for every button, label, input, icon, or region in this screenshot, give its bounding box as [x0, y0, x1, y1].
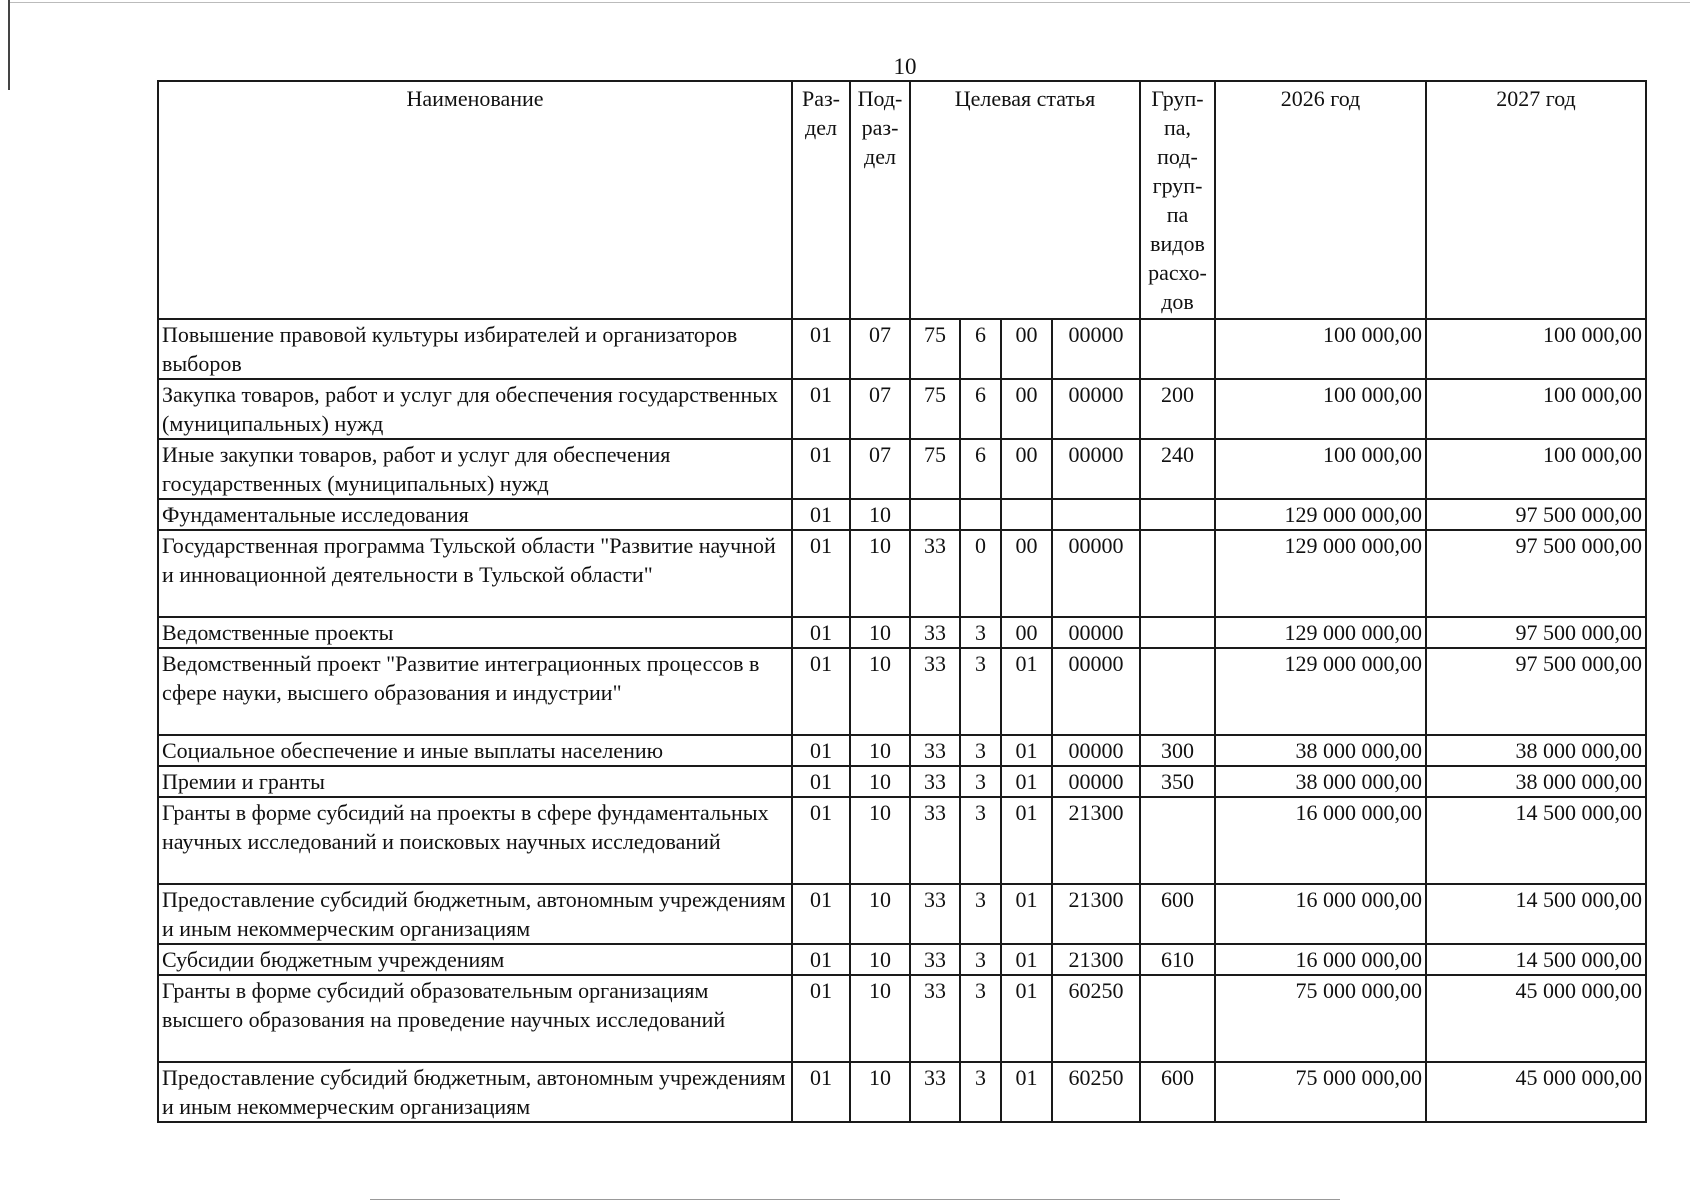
row-tselevaya-3: 00 [1001, 530, 1052, 617]
row-amount-2027: 97 500 000,00 [1426, 530, 1646, 617]
row-name: Государственная программа Тульской области "Развитие научной и инновационной деятельности в Тульской области" [158, 530, 792, 617]
row-name: Предоставление субсидий бюджетным, автономным учреждениям и иным некоммерческим организациям [158, 1062, 792, 1122]
row-amount-2026: 38 000 000,00 [1215, 766, 1426, 797]
row-name: Гранты в форме субсидий на проекты в сфере фундаментальных научных исследований и поисковых научных исследований [158, 797, 792, 884]
row-podrazdel: 10 [850, 766, 910, 797]
row-amount-2027: 100 000,00 [1426, 379, 1646, 439]
row-vid-rashodov [1140, 648, 1215, 735]
row-tselevaya-2: 3 [960, 617, 1001, 648]
table-row [158, 617, 1646, 648]
row-name: Премии и гранты [158, 766, 792, 797]
row-tselevaya-3: 01 [1001, 735, 1052, 766]
row-tselevaya-4: 00000 [1052, 319, 1140, 379]
row-razdel: 01 [792, 617, 850, 648]
row-tselevaya-1: 33 [910, 797, 960, 884]
row-tselevaya-4: 21300 [1052, 884, 1140, 944]
row-tselevaya-2: 6 [960, 439, 1001, 499]
row-vid-rashodov [1140, 530, 1215, 617]
row-amount-2026: 38 000 000,00 [1215, 735, 1426, 766]
header-year-2027: 2027 год [1426, 81, 1646, 319]
row-amount-2026: 129 000 000,00 [1215, 499, 1426, 530]
row-vid-rashodov [1140, 319, 1215, 379]
row-tselevaya-4: 60250 [1052, 975, 1140, 1062]
row-razdel: 01 [792, 797, 850, 884]
table-row [158, 648, 1646, 735]
row-tselevaya-1: 33 [910, 617, 960, 648]
row-podrazdel: 07 [850, 439, 910, 499]
header-name: Наименование [158, 81, 792, 319]
row-tselevaya-1: 33 [910, 944, 960, 975]
row-podrazdel: 10 [850, 944, 910, 975]
table-row [158, 379, 1646, 439]
row-tselevaya-3: 01 [1001, 1062, 1052, 1122]
row-name: Фундаментальные исследования [158, 499, 792, 530]
row-razdel: 01 [792, 530, 850, 617]
row-podrazdel: 10 [850, 735, 910, 766]
table-row [158, 735, 1646, 766]
row-name: Ведомственный проект "Развитие интеграционных процессов в сфере науки, высшего образования и индустрии" [158, 648, 792, 735]
table-row [158, 319, 1646, 379]
row-podrazdel: 10 [850, 499, 910, 530]
row-tselevaya-2: 6 [960, 379, 1001, 439]
page-number: 10 [893, 54, 917, 79]
row-vid-rashodov: 200 [1140, 379, 1215, 439]
row-amount-2026: 100 000,00 [1215, 379, 1426, 439]
row-amount-2026: 75 000 000,00 [1215, 1062, 1426, 1122]
row-razdel: 01 [792, 735, 850, 766]
row-tselevaya-4: 00000 [1052, 617, 1140, 648]
row-vid-rashodov [1140, 617, 1215, 648]
row-amount-2027: 45 000 000,00 [1426, 1062, 1646, 1122]
row-tselevaya-4: 00000 [1052, 735, 1140, 766]
row-tselevaya-2: 6 [960, 319, 1001, 379]
table-row [158, 499, 1646, 530]
row-tselevaya-2: 3 [960, 797, 1001, 884]
row-amount-2027: 38 000 000,00 [1426, 766, 1646, 797]
row-name: Ведомственные проекты [158, 617, 792, 648]
row-amount-2027: 45 000 000,00 [1426, 975, 1646, 1062]
table-row [158, 797, 1646, 884]
row-tselevaya-2: 3 [960, 766, 1001, 797]
row-podrazdel: 10 [850, 884, 910, 944]
row-tselevaya-2: 0 [960, 530, 1001, 617]
row-amount-2027: 14 500 000,00 [1426, 944, 1646, 975]
row-tselevaya-1: 33 [910, 766, 960, 797]
row-amount-2027: 14 500 000,00 [1426, 884, 1646, 944]
row-tselevaya-4: 00000 [1052, 648, 1140, 735]
row-tselevaya-1: 33 [910, 735, 960, 766]
row-tselevaya-3: 01 [1001, 944, 1052, 975]
header-gruppa-vidov-rashodov: Груп- па, под- груп- па видов расхо- дов [1140, 81, 1215, 319]
row-tselevaya-1: 33 [910, 530, 960, 617]
row-vid-rashodov [1140, 975, 1215, 1062]
scan-edge-top [10, 2, 1690, 3]
row-vid-rashodov: 600 [1140, 1062, 1215, 1122]
row-podrazdel: 10 [850, 975, 910, 1062]
row-tselevaya-1 [910, 499, 960, 530]
row-tselevaya-4 [1052, 499, 1140, 530]
row-tselevaya-2: 3 [960, 884, 1001, 944]
row-tselevaya-2: 3 [960, 975, 1001, 1062]
table-row [158, 884, 1646, 944]
row-tselevaya-3: 01 [1001, 975, 1052, 1062]
row-tselevaya-1: 75 [910, 319, 960, 379]
row-podrazdel: 10 [850, 1062, 910, 1122]
table-row [158, 530, 1646, 617]
row-vid-rashodov: 600 [1140, 884, 1215, 944]
row-razdel: 01 [792, 766, 850, 797]
header-year-2026: 2026 год [1215, 81, 1426, 319]
row-name: Иные закупки товаров, работ и услуг для обеспечения государственных (муниципальных) нужд [158, 439, 792, 499]
row-tselevaya-3: 01 [1001, 766, 1052, 797]
row-amount-2027: 100 000,00 [1426, 319, 1646, 379]
row-name: Предоставление субсидий бюджетным, автономным учреждениям и иным некоммерческим организациям [158, 884, 792, 944]
row-tselevaya-1: 33 [910, 1062, 960, 1122]
row-podrazdel: 10 [850, 617, 910, 648]
row-name: Гранты в форме субсидий образовательным организациям высшего образования на проведение научных исследований [158, 975, 792, 1062]
row-tselevaya-2: 3 [960, 648, 1001, 735]
row-vid-rashodov: 350 [1140, 766, 1215, 797]
row-podrazdel: 10 [850, 530, 910, 617]
table-header-row [158, 81, 1646, 319]
row-amount-2026: 129 000 000,00 [1215, 617, 1426, 648]
table-row [158, 766, 1646, 797]
row-name: Социальное обеспечение и иные выплаты населению [158, 735, 792, 766]
scan-edge-left [8, 0, 10, 90]
row-tselevaya-1: 75 [910, 439, 960, 499]
row-tselevaya-3: 01 [1001, 648, 1052, 735]
row-amount-2027: 14 500 000,00 [1426, 797, 1646, 884]
row-amount-2027: 100 000,00 [1426, 439, 1646, 499]
row-vid-rashodov [1140, 797, 1215, 884]
row-amount-2027: 97 500 000,00 [1426, 617, 1646, 648]
row-tselevaya-4: 21300 [1052, 797, 1140, 884]
row-amount-2026: 100 000,00 [1215, 439, 1426, 499]
row-tselevaya-1: 33 [910, 884, 960, 944]
row-name: Закупка товаров, работ и услуг для обеспечения государственных (муниципальных) нужд [158, 379, 792, 439]
row-razdel: 01 [792, 884, 850, 944]
row-tselevaya-3: 00 [1001, 439, 1052, 499]
row-podrazdel: 10 [850, 797, 910, 884]
row-amount-2026: 16 000 000,00 [1215, 884, 1426, 944]
header-podrazdel: Под- раз- дел [850, 81, 910, 319]
row-tselevaya-3: 01 [1001, 884, 1052, 944]
row-amount-2026: 100 000,00 [1215, 319, 1426, 379]
row-amount-2026: 129 000 000,00 [1215, 530, 1426, 617]
row-amount-2026: 16 000 000,00 [1215, 944, 1426, 975]
header-tselevaya-statya: Целевая статья [910, 81, 1140, 319]
row-tselevaya-2: 3 [960, 944, 1001, 975]
row-podrazdel: 07 [850, 319, 910, 379]
row-vid-rashodov: 300 [1140, 735, 1215, 766]
row-amount-2026: 129 000 000,00 [1215, 648, 1426, 735]
row-tselevaya-3 [1001, 499, 1052, 530]
row-tselevaya-1: 33 [910, 975, 960, 1062]
row-amount-2027: 97 500 000,00 [1426, 499, 1646, 530]
row-tselevaya-3: 00 [1001, 617, 1052, 648]
row-razdel: 01 [792, 648, 850, 735]
row-tselevaya-4: 00000 [1052, 439, 1140, 499]
row-podrazdel: 10 [850, 648, 910, 735]
row-name: Повышение правовой культуры избирателей и организаторов выборов [158, 319, 792, 379]
row-razdel: 01 [792, 1062, 850, 1122]
row-tselevaya-2 [960, 499, 1001, 530]
budget-table [157, 80, 1647, 1123]
row-razdel: 01 [792, 439, 850, 499]
header-razdel: Раз- дел [792, 81, 850, 319]
row-razdel: 01 [792, 319, 850, 379]
row-vid-rashodov [1140, 499, 1215, 530]
row-tselevaya-3: 00 [1001, 379, 1052, 439]
row-tselevaya-4: 00000 [1052, 379, 1140, 439]
row-tselevaya-2: 3 [960, 1062, 1001, 1122]
row-tselevaya-3: 01 [1001, 797, 1052, 884]
row-tselevaya-2: 3 [960, 735, 1001, 766]
table-row [158, 975, 1646, 1062]
row-tselevaya-4: 00000 [1052, 530, 1140, 617]
row-vid-rashodov: 610 [1140, 944, 1215, 975]
row-tselevaya-3: 00 [1001, 319, 1052, 379]
row-tselevaya-1: 75 [910, 379, 960, 439]
row-tselevaya-4: 21300 [1052, 944, 1140, 975]
row-name: Субсидии бюджетным учреждениям [158, 944, 792, 975]
row-amount-2026: 75 000 000,00 [1215, 975, 1426, 1062]
row-tselevaya-4: 60250 [1052, 1062, 1140, 1122]
row-podrazdel: 07 [850, 379, 910, 439]
row-razdel: 01 [792, 499, 850, 530]
row-razdel: 01 [792, 379, 850, 439]
row-vid-rashodov: 240 [1140, 439, 1215, 499]
row-razdel: 01 [792, 975, 850, 1062]
table-row [158, 1062, 1646, 1122]
row-tselevaya-4: 00000 [1052, 766, 1140, 797]
table-body [158, 319, 1646, 1122]
row-amount-2027: 97 500 000,00 [1426, 648, 1646, 735]
row-razdel: 01 [792, 944, 850, 975]
table-row [158, 439, 1646, 499]
table-row [158, 944, 1646, 975]
row-amount-2027: 38 000 000,00 [1426, 735, 1646, 766]
row-tselevaya-1: 33 [910, 648, 960, 735]
row-amount-2026: 16 000 000,00 [1215, 797, 1426, 884]
